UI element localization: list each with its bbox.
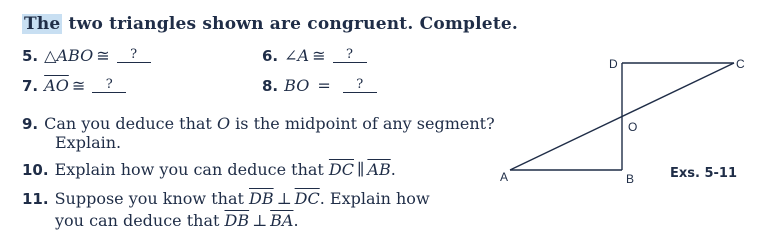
- label-d: D: [609, 57, 618, 71]
- answer-blank: ?: [343, 78, 377, 93]
- answer-blank: ?: [117, 48, 151, 63]
- exercise-5: 5. △ABO ≅ ?: [22, 46, 151, 66]
- figure-caption: Exs. 5-11: [670, 166, 737, 181]
- exercise-11-line-2: you can deduce that $\overline{DB}$ ⊥ $\overline{BA}$.: [55, 211, 299, 230]
- label-c: C: [736, 57, 745, 71]
- exercise-9: 9. Can you deduce that O is the midpoint of any segment?: [22, 114, 495, 133]
- exercise-7: 7. $\overline{AO}$ ≅ ?: [22, 76, 126, 96]
- label-b: B: [626, 172, 635, 186]
- answer-blank: ?: [92, 78, 126, 93]
- triangle-symbol: △: [44, 46, 57, 65]
- angle-symbol: ∠: [284, 46, 298, 65]
- answer-blank: ?: [333, 48, 367, 63]
- label-a: A: [500, 170, 509, 184]
- label-o: O: [628, 120, 638, 134]
- exercise-10: 10. Explain how you can deduce that $\overline{DC}$ ∥ $\overline{AB}$.: [22, 160, 396, 179]
- exercise-9-line-2: Explain.: [55, 133, 122, 152]
- instructions-heading: The two triangles shown are congruent. Complete.: [24, 14, 519, 34]
- exercise-8: 8. BO = ?: [262, 76, 377, 96]
- highlighted-word: The: [24, 14, 61, 34]
- exercise-6: 6. ∠A ≅ ?: [262, 46, 367, 66]
- exercise-11: 11. Suppose you know that $\overline{DB}$ ⊥ $\overline{DC}$. Explain how: [22, 189, 430, 208]
